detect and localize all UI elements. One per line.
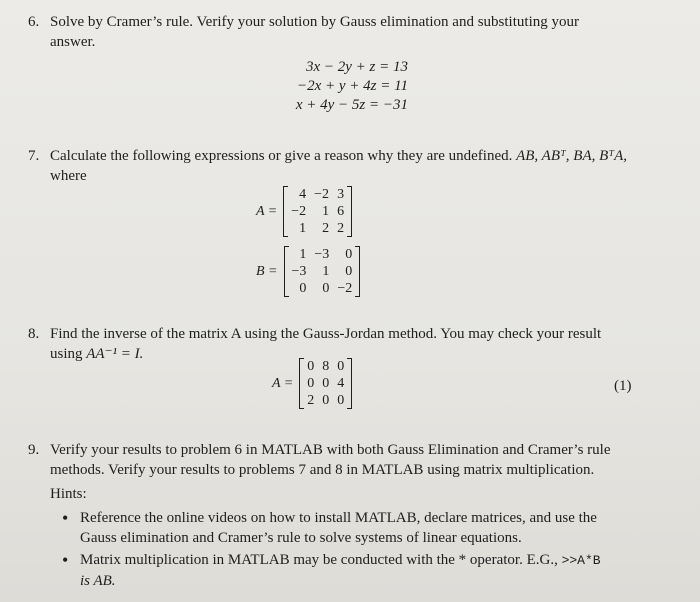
matrix-cell: 1 [322,264,330,279]
matrix-a-inverse-problem [272,358,352,409]
matrix-cell: 4 [337,376,345,391]
problem-7-line2: where [50,168,87,184]
matrix-cell: 4 [299,187,307,202]
matrix-cell: 0 [322,281,330,296]
matrix-cell: 1 [299,247,307,262]
matrix-cell: 2 [337,221,345,236]
problem-8-identity: AA⁻¹ = I. [86,346,144,362]
problem-7-number: 7. [28,148,40,164]
matrix-a-label: A = [256,203,278,219]
hint-item [80,550,678,591]
matrix-cell: −3 [314,247,330,262]
problem-6-text [28,12,678,52]
matrix-cell: 0 [307,376,315,391]
matrix-cell: −2 [337,281,353,296]
problem-9-line2: methods. Verify your results to problems 7 and 8 in MATLAB using matrix multiplication. [50,462,595,478]
matrix-cell: 0 [345,264,353,279]
problem-7-expressions: AB, ABᵀ, BA, BᵀA, [516,148,627,164]
problem-6 [28,12,678,52]
matrix-b-brackets [284,246,361,297]
hint-2-line1: Matrix multiplication in MATLAB may be conducted with the * operator. E.G., [80,552,562,568]
problem-9-number: 9. [28,442,40,458]
matrix-a8-cells [303,358,348,409]
problem-8-line2 [28,344,678,364]
hint-2-line2: is AB. [80,573,116,589]
problem-8-number: 8. [28,326,40,342]
problem-7-line1: Calculate the following expressions or give a reason why they are undefined. [50,148,517,164]
matrix-cell: 1 [299,221,307,236]
problem-8 [28,324,678,364]
matrix-cell: −2 [314,187,330,202]
problem-6-number: 6. [28,14,40,30]
problem-7 [28,146,678,186]
matrix-cell: 0 [322,376,330,391]
matrix-b-label: B = [256,263,278,279]
matrix-cell: 8 [322,359,330,374]
problem-9 [28,440,678,593]
equation-2: −2x + y + 4z = 11 [296,78,408,94]
problem-8-line2-text: using [50,346,87,362]
hints-list [28,508,678,591]
matrix-cell: 3 [337,187,345,202]
equation-1: 3x − 2y + z = 13 [305,59,408,75]
hint-2-code: >>A*B [561,553,601,568]
matrix-cell: 2 [322,221,330,236]
matrix-cell: −2 [291,204,307,219]
matrix-cell: 2 [307,393,315,408]
problem-9-line1: Verify your results to problem 6 in MATLAB with both Gauss Elimination and Cramer’s rule [50,442,611,458]
matrix-cell: 0 [337,393,345,408]
matrix-cell: 0 [307,359,315,374]
problem-8-text [28,324,678,364]
matrix-cell: 1 [322,204,330,219]
hints-label: Hints: [50,486,87,502]
matrix-cell: 6 [337,204,345,219]
equation-system [232,58,408,115]
matrix-a-cells [287,186,348,237]
problem-6-line1: Solve by Cramer’s rule. Verify your solution by Gauss elimination and substituting your [50,14,579,30]
problem-9-text [28,440,678,504]
matrix-a8-brackets [299,358,352,409]
hint-1-line1: Reference the online videos on how to install MATLAB, declare matrices, and use the [80,510,597,526]
problem-8-line1: Find the inverse of the matrix A using the Gauss-Jordan method. You may check your result [50,326,602,342]
equation-number: (1) [614,378,632,394]
matrix-cell: 0 [337,359,345,374]
matrix-b-cells [288,246,357,297]
matrix-cell: 0 [345,247,353,262]
matrix-cell: 0 [299,281,307,296]
matrix-b [256,246,360,297]
matrix-a-brackets [283,186,352,237]
matrix-a [256,186,352,237]
hint-1-line2: Gauss elimination and Cramer’s rule to solve systems of linear equations. [80,530,522,546]
problem-6-line2: answer. [50,34,96,50]
matrix-cell: −3 [291,264,307,279]
hint-item [80,508,678,548]
matrix-cell: 0 [322,393,330,408]
equation-3: x + 4y − 5z = −31 [295,97,408,113]
matrix-a8-label: A = [272,375,294,391]
problem-7-text [28,146,678,186]
